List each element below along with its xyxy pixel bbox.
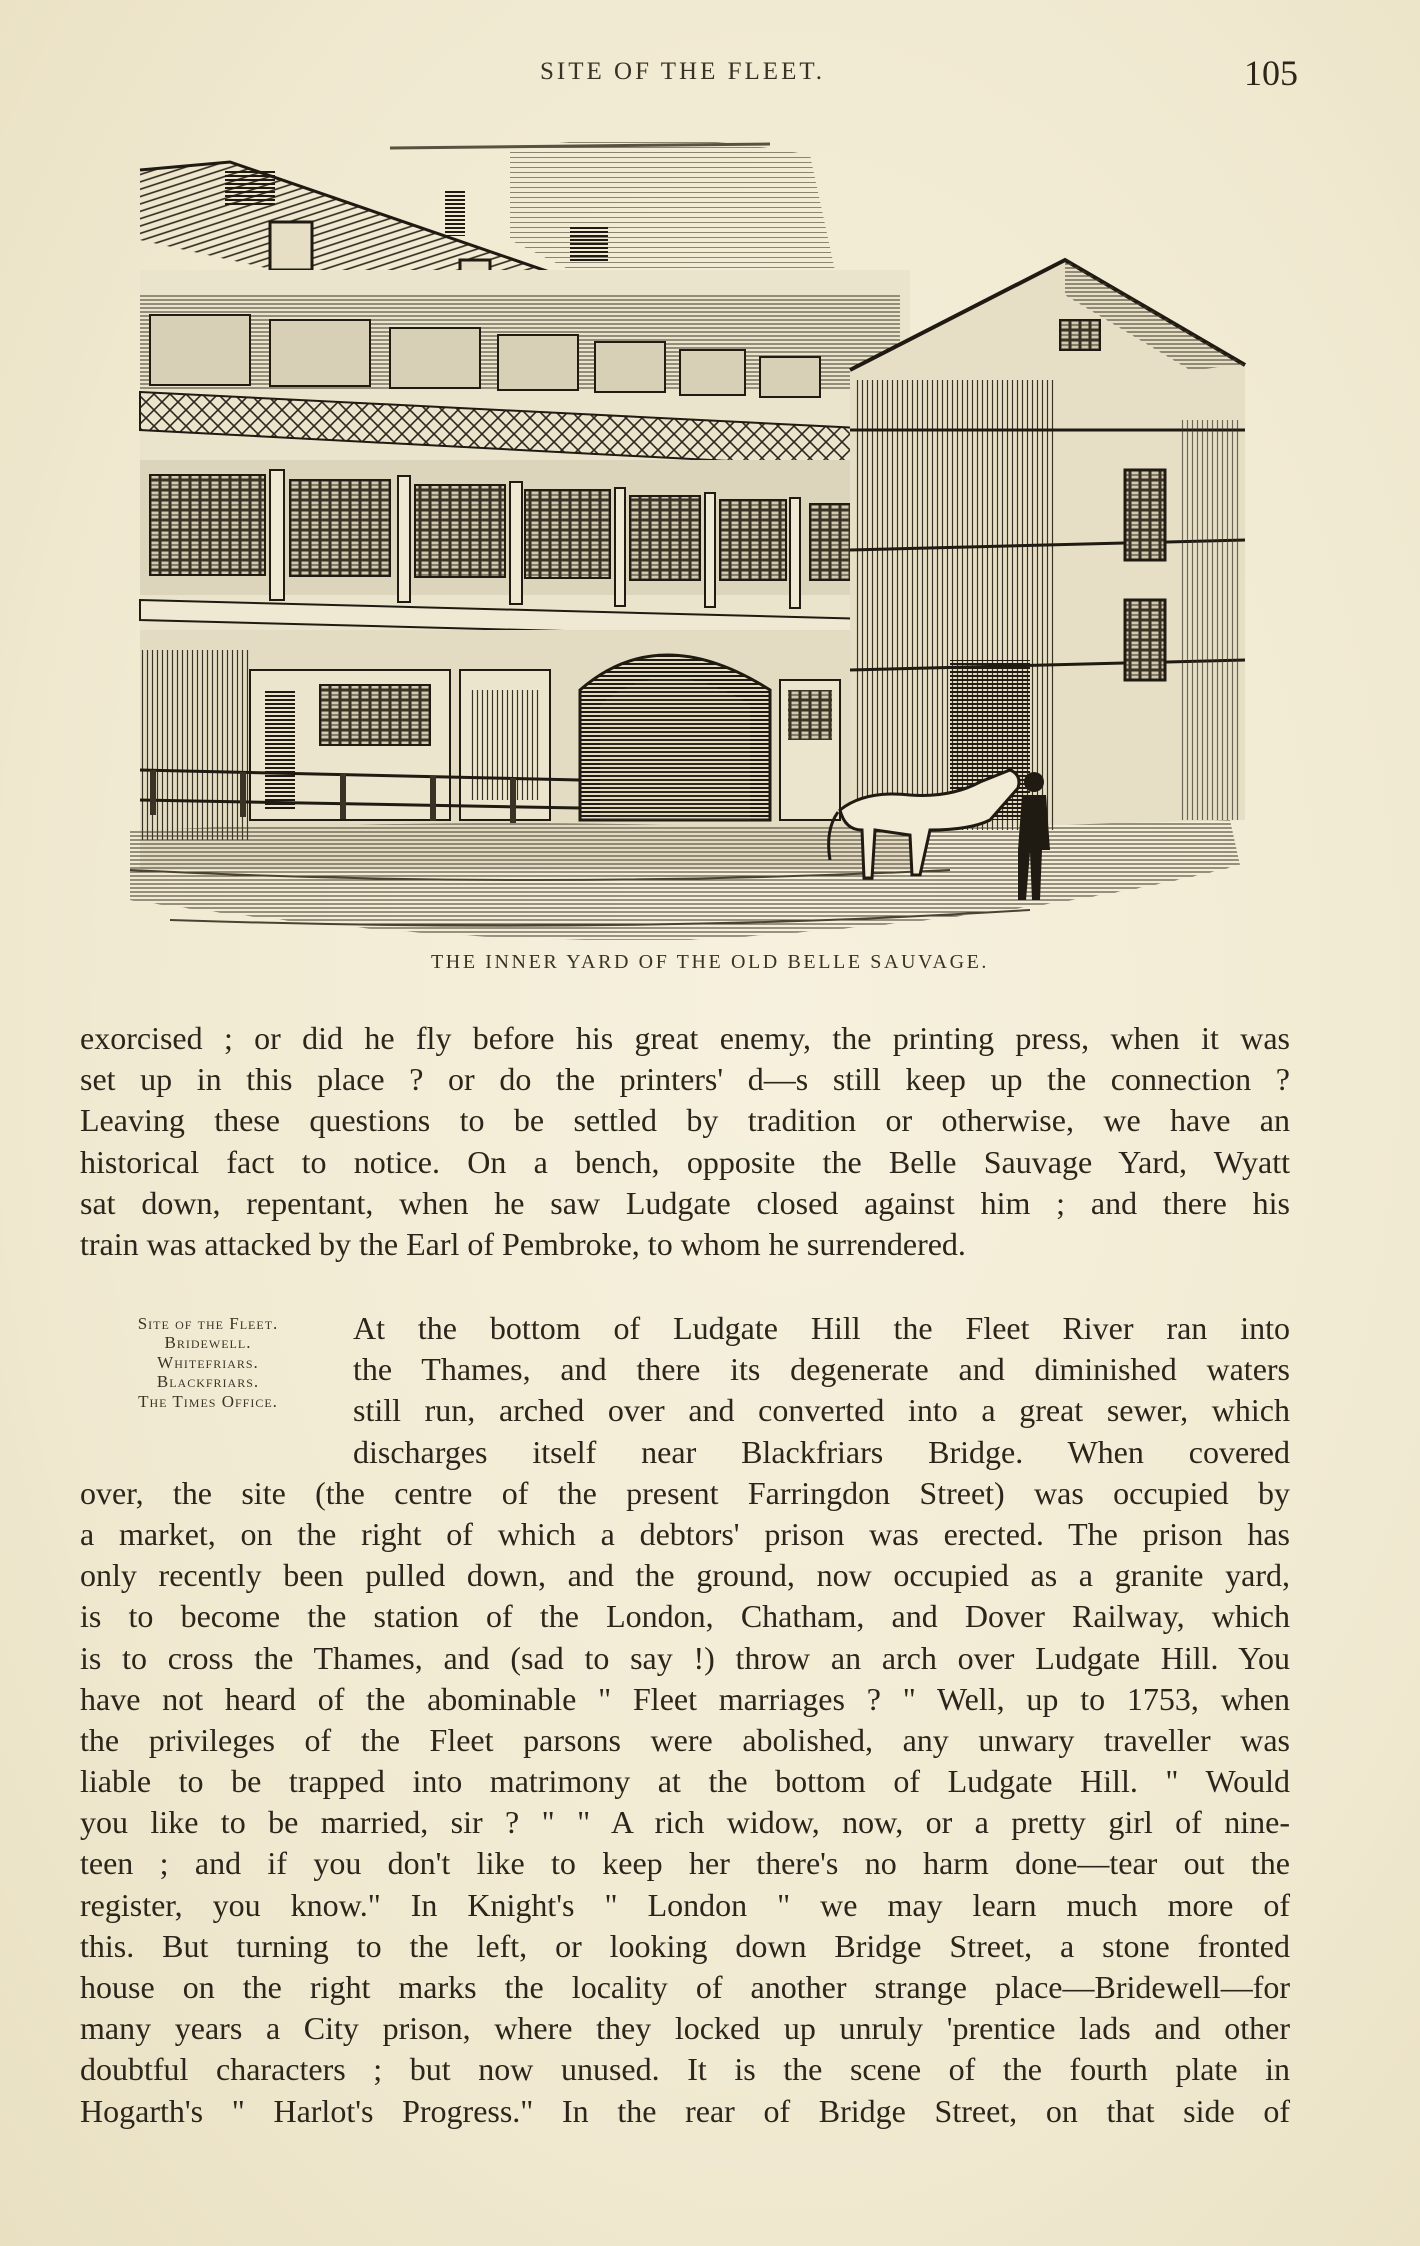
text-line: you like to be married, sir ? " " A rich widow, now, or a pretty girl of nine- [80,1804,1290,1841]
sidenote: Whitefriars. [157,1352,259,1372]
text-line: exorcised ; or did he fly before his great enemy, the printing press, when it was [80,1020,1290,1056]
text-line: teen ; and if you don't like to keep her there's no harm done—tear out the [80,1845,1290,1882]
text-line: is to become the station of the London, Chatham, and Dover Railway, which [80,1598,1290,1635]
sidenote: The Times Office. [138,1391,278,1411]
text-line: historical fact to notice. On a bench, opposite the Belle Sauvage Yard, Wyatt [80,1143,1290,1180]
text-line: this. But turning to the left, or looking down Bridge Street, a stone fronted [80,1927,1290,1964]
paragraph-site-of-fleet [80,1308,1290,2132]
text-line: over, the site (the centre of the present Farringdon Street) was occupied by [80,1474,1290,1511]
text-line: doubtful characters ; but now unused. It is the scene of the fourth plate in [80,2051,1290,2088]
text-line: set up in this place ? or do the printers' d—s still keep up the connection ? [80,1061,1290,1098]
sidenote: Bridewell. [164,1333,252,1353]
text-line: Leaving these questions to be settled by tradition or otherwise, we have an [80,1102,1290,1139]
sidenote: Blackfriars. [156,1372,260,1392]
text-line: is to cross the Thames, and (sad to say !) throw an arch over Ludgate Hill. You [80,1639,1290,1676]
text-line: the privileges of the Fleet parsons were abolished, any unwary traveller was [80,1721,1290,1758]
text-line: have not heard of the abominable " Fleet marriages ? " Well, up to 1753, when [80,1680,1290,1717]
sidenote: Site of the Fleet. [137,1314,279,1333]
text-line: the Thames, and there its degenerate and diminished waters [353,1351,1290,1388]
text-line: a market, on the right of which a debtors' prison was erected. The prison has [80,1515,1290,1552]
page-number: 105 [1244,53,1298,93]
text-line: discharges itself near Blackfriars Bridge. When covered [353,1433,1290,1470]
text-line: house on the right marks the locality of another strange place—Bridewell—for [80,1969,1290,2005]
paragraph-belle-sauvage [80,1018,1290,1265]
text-line: train was attacked by the Earl of Pembroke, to whom he surrendered. [80,1225,966,1262]
text-line: sat down, repentant, when he saw Ludgate closed against him ; and there his [80,1184,1290,1221]
running-head [0,52,1420,98]
belle-sauvage-engraving [130,130,1255,940]
figure-caption: THE INNER YARD OF THE OLD BELLE SAUVAGE. [430,951,990,973]
text-line: liable to be trapped into matrimony at the bottom of Ludgate Hill. " Would [80,1763,1290,1800]
text-line: only recently been pulled down, and the ground, now occupied as a granite yard, [80,1557,1290,1594]
running-title: SITE OF THE FLEET. [540,58,826,85]
text-line: still run, arched over and converted into a great sewer, which [353,1392,1290,1429]
text-line: many years a City prison, where they locked up unruly 'prentice lads and other [80,2010,1290,2047]
text-line: At the bottom of Ludgate Hill the Fleet River ran into [353,1310,1290,1346]
text-line: register, you know." In Knight's " London " we may learn much more of [80,1886,1290,1923]
text-line: Hogarth's " Harlot's Progress." In the rear of Bridge Street, on that side of [80,2092,1290,2129]
